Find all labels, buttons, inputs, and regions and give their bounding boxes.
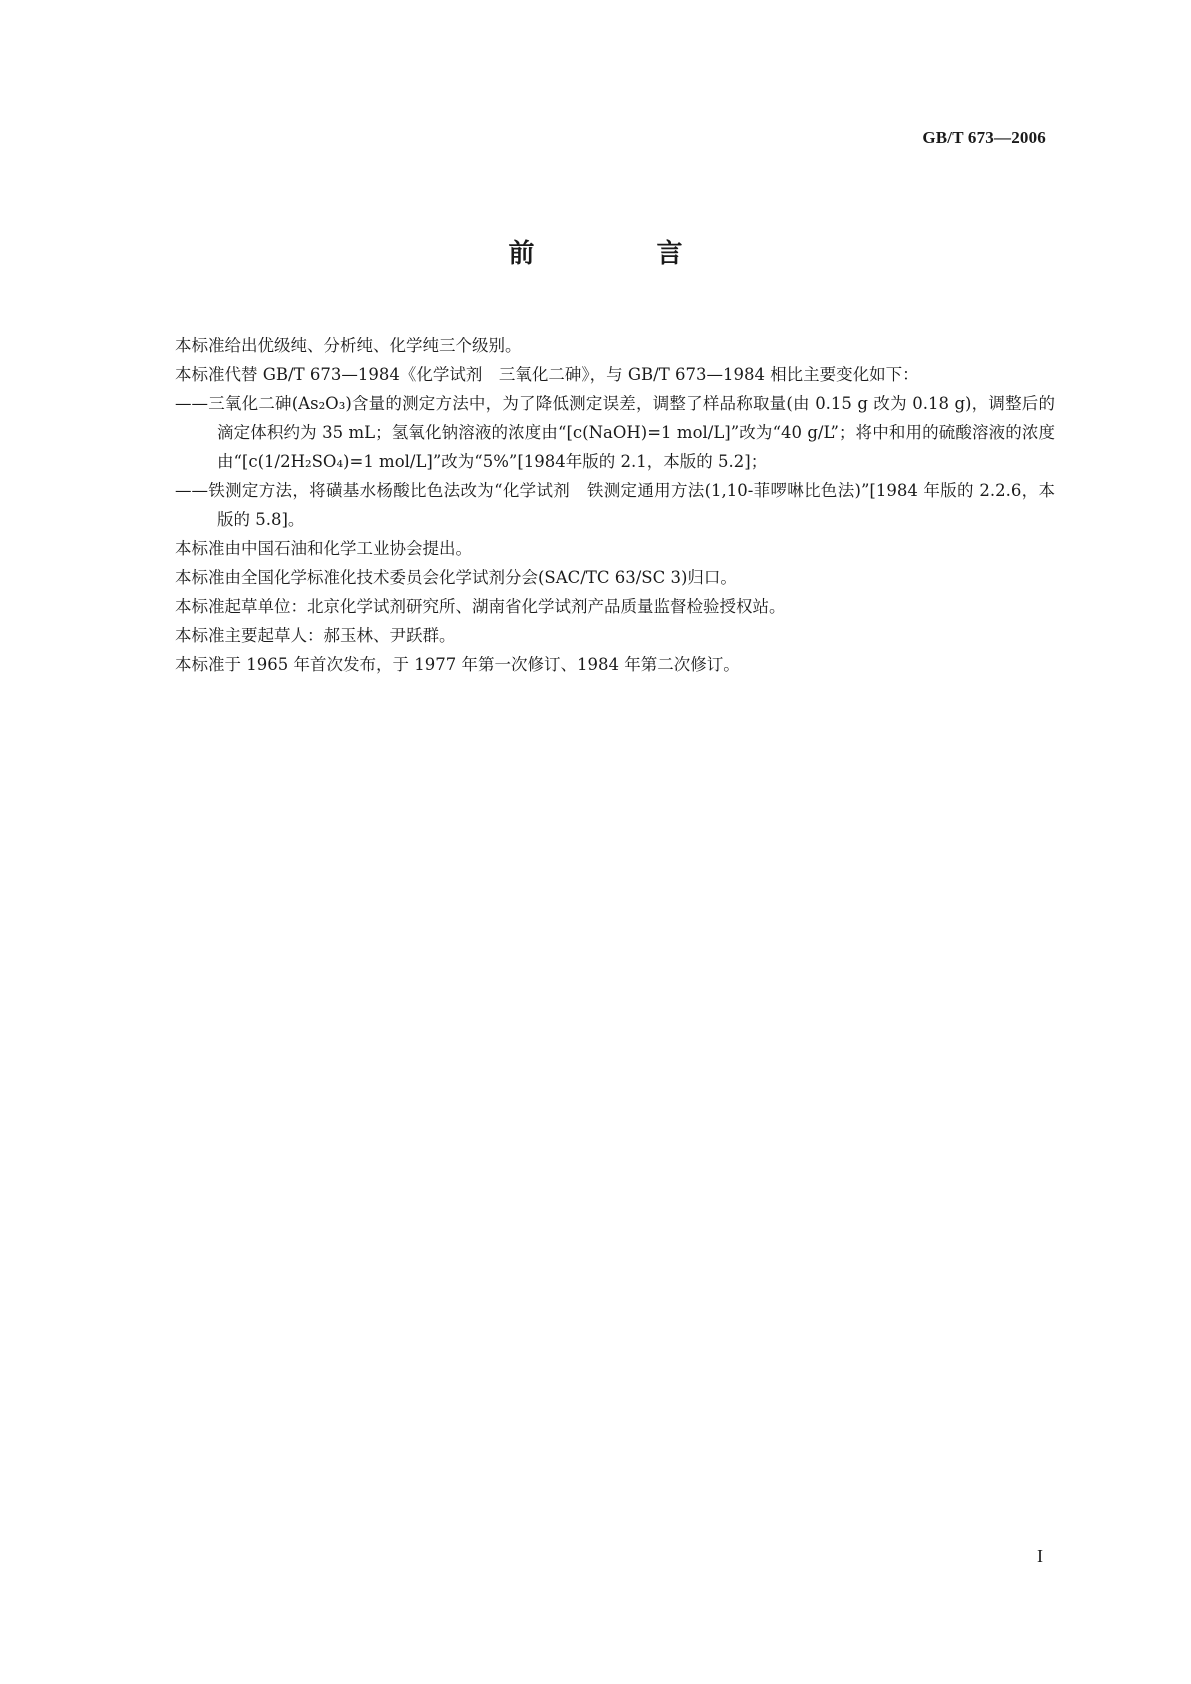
change-item-arsenic-assay: ——三氧化二砷(As₂O₃)含量的测定方法中，为了降低测定误差，调整了样品称取量(由 0.15 g 改为 0.18 g)，调整后的滴定体积约为 35 mL；氢氧化钠溶液的浓度由“[c(NaOH)=1 mol/L]”改为“40 g/L”；将中和用的硫酸溶液的浓度由“[c(1/2H₂SO₄)=1 mol/L]”改为“5%”[1984年版的 2.1，本版的 5.2]； [175,394,1055,471]
paragraph-proposer: 本标准由中国石油和化学工业协会提出。 [175,539,472,558]
foreword-body [175,331,1055,679]
paragraph-drafting-units: 本标准起草单位：北京化学试剂研究所、湖南省化学试剂产品质量监督检验授权站。 [175,597,786,616]
paragraph-replaces: 本标准代替 GB/T 673—1984《化学试剂 三氧化二砷》，与 GB/T 673—1984 相比主要变化如下： [175,365,919,384]
paragraph-administrator: 本标准由全国化学标准化技术委员会化学试剂分会(SAC/TC 63/SC 3)归口。 [175,568,737,587]
paragraph-history: 本标准于 1965 年首次发布，于 1977 年第一次修订、1984 年第二次修订。 [175,655,740,674]
paragraph-drafters: 本标准主要起草人：郝玉林、尹跃群。 [175,626,456,645]
paragraph-grades: 本标准给出优级纯、分析纯、化学纯三个级别。 [175,336,522,355]
page-number: I [1037,1546,1043,1566]
page-title: 前 言 [508,239,731,269]
change-item-iron-method: ——铁测定方法，将磺基水杨酸比色法改为“化学试剂 铁测定通用方法(1,10-菲啰啉比色法)”[1984 年版的 2.2.6，本版的 5.8]。 [175,481,1055,529]
standard-code: GB/T 673—2006 [922,128,1046,147]
